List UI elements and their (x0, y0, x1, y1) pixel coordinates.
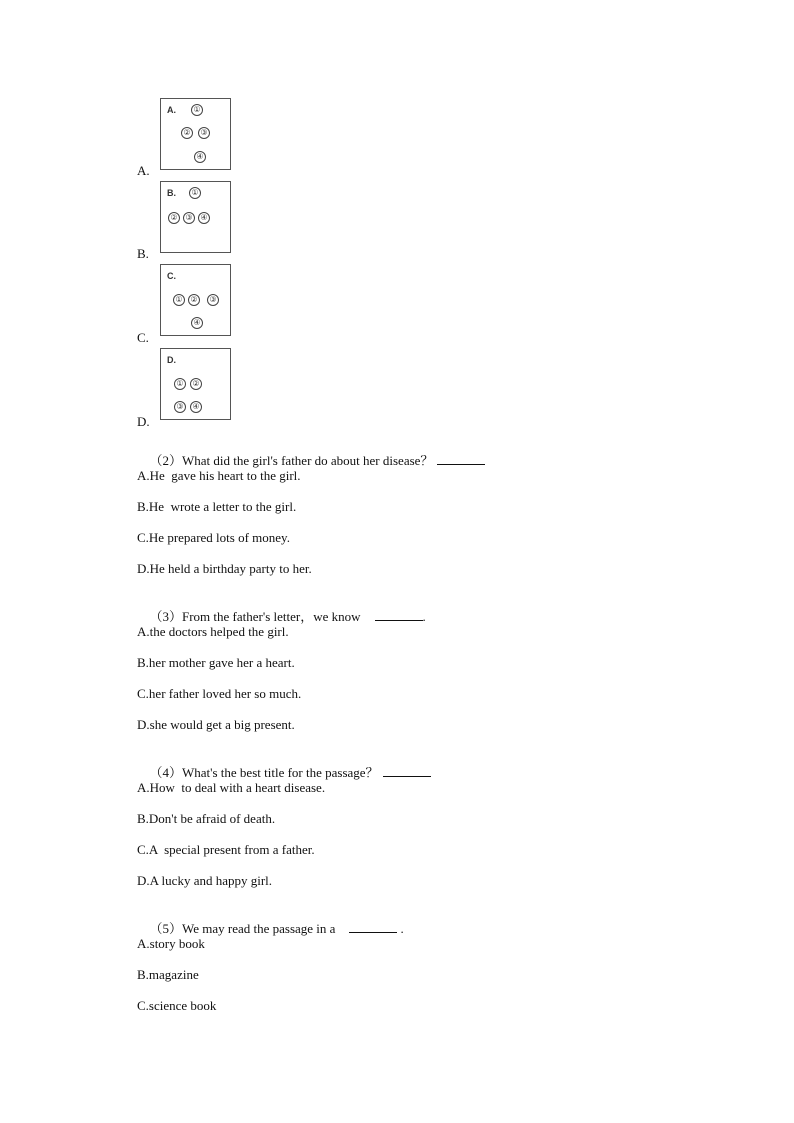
circle-3-icon: ③ (207, 294, 219, 306)
seating-diagram-b (160, 181, 231, 253)
q2-option-b[interactable]: B.He wrote a letter to the girl. (137, 499, 297, 514)
q4-option-b[interactable]: B.Don't be afraid of death. (137, 811, 276, 826)
q2-option-a[interactable]: A.He gave his heart to the girl. (137, 468, 301, 483)
question-5 (143, 905, 404, 937)
answer-blank[interactable] (375, 609, 423, 621)
q3-option-d[interactable]: D.she would get a big present. (137, 717, 295, 732)
seating-diagram-c (160, 264, 231, 336)
question-2 (143, 437, 485, 469)
answer-blank[interactable] (437, 453, 485, 465)
circle-4-icon: ④ (190, 401, 202, 413)
circle-3-icon: ③ (174, 401, 186, 413)
q5-option-b[interactable]: B.magazine (137, 967, 199, 982)
question-3-period: . (422, 609, 426, 624)
answer-blank[interactable] (383, 765, 431, 777)
circle-2-icon: ② (168, 212, 180, 224)
q3-option-a[interactable]: A.the doctors helped the girl. (137, 624, 289, 639)
circle-1-icon: ① (174, 378, 186, 390)
seating-diagram-a (160, 98, 231, 170)
diagram-letter: B. (167, 188, 176, 198)
q4-option-a[interactable]: A.How to deal with a heart disease. (137, 780, 326, 795)
circle-3-icon: ③ (183, 212, 195, 224)
circle-1-icon: ① (173, 294, 185, 306)
circle-2-icon: ② (181, 127, 193, 139)
q5-option-a[interactable]: A.story book (137, 936, 205, 951)
question-4 (143, 749, 431, 781)
option-label-d: D. (137, 414, 150, 429)
q4-option-c[interactable]: C.A special present from a father. (137, 842, 315, 857)
question-3 (143, 593, 426, 625)
question-5-text: （5）We may read the passage in a (149, 921, 336, 936)
q2-option-d[interactable]: D.He held a birthday party to her. (137, 561, 312, 576)
circle-4-icon: ④ (194, 151, 206, 163)
q3-option-b[interactable]: B.her mother gave her a heart. (137, 655, 295, 670)
circle-1-icon: ① (191, 104, 203, 116)
question-2-text: （2）What did the girl's father do about her disease？ (149, 453, 434, 468)
q3-option-c[interactable]: C.her father loved her so much. (137, 686, 302, 701)
diagram-letter: C. (167, 271, 176, 281)
circle-4-icon: ④ (191, 317, 203, 329)
q2-option-c[interactable]: C.He prepared lots of money. (137, 530, 290, 545)
question-5-period: . (400, 921, 404, 936)
circle-4-icon: ④ (198, 212, 210, 224)
seating-diagram-d (160, 348, 231, 420)
circle-3-icon: ③ (198, 127, 210, 139)
question-4-text: （4）What's the best title for the passage？ (149, 765, 379, 780)
circle-2-icon: ② (188, 294, 200, 306)
question-3-text: （3）From the father's letter，we know (149, 609, 361, 624)
q4-option-d[interactable]: D.A lucky and happy girl. (137, 873, 273, 888)
diagram-letter: A. (167, 105, 176, 115)
circle-2-icon: ② (190, 378, 202, 390)
option-label-c: C. (137, 330, 149, 345)
answer-blank[interactable] (349, 921, 397, 933)
q5-option-c[interactable]: C.science book (137, 998, 217, 1013)
option-label-b: B. (137, 246, 149, 261)
diagram-letter: D. (167, 355, 176, 365)
circle-1-icon: ① (189, 187, 201, 199)
option-label-a: A. (137, 163, 150, 178)
